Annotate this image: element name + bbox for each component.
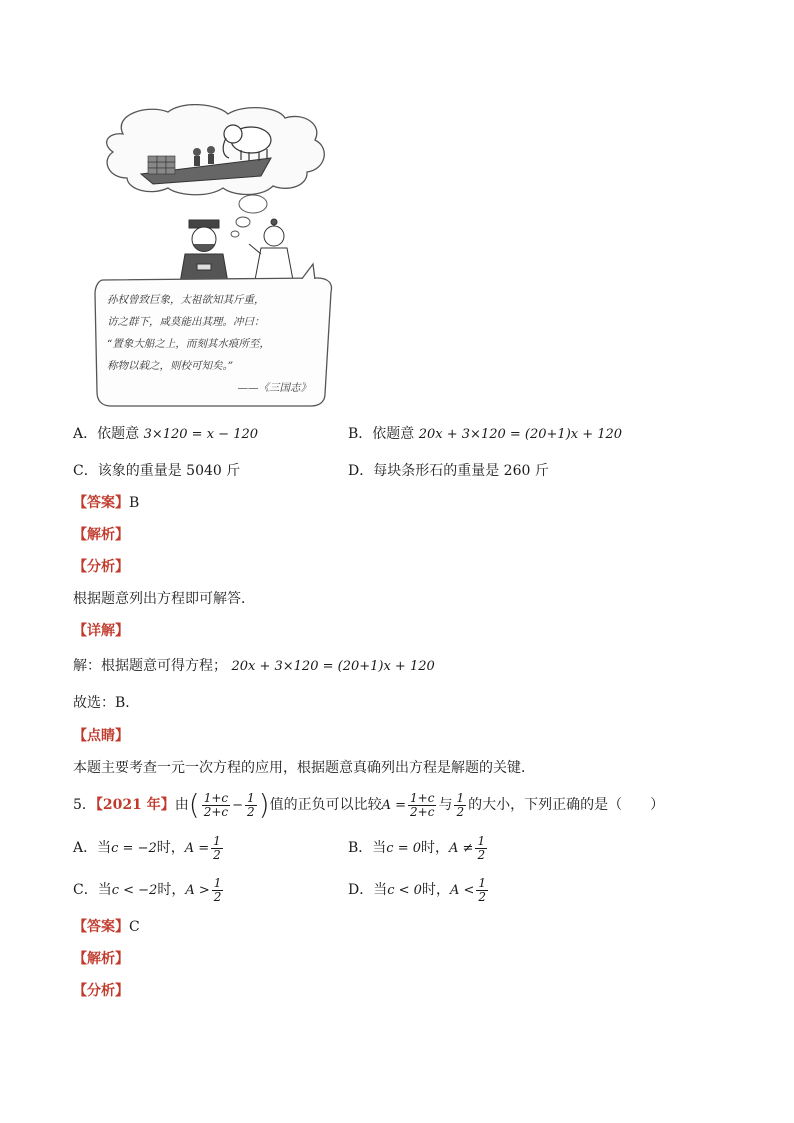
q5-fenxi-tag: 【分析】 [73, 983, 129, 999]
q4-analysis-tag: 【解析】 [73, 527, 129, 543]
q5-number: 5． [73, 797, 96, 813]
bubble-line: ——《三国志》 [237, 382, 311, 394]
q4-fenxi-tag: 【分析】 [73, 559, 129, 575]
q4-choice: 故选：B． [73, 695, 140, 711]
q4-detail-text: 解：根据题意可得方程； 20x + 3×120 = (20+1)x + 120 [73, 658, 435, 674]
q4-detail-tag: 【详解】 [73, 623, 129, 639]
q4-answer [73, 493, 139, 513]
q4-fenxi-text: 根据题意列出方程即可解答． [73, 591, 255, 607]
bubble-line: 访之群下，咸莫能出其理。冲曰： [107, 316, 265, 328]
q5-option-d: D．当c < 0时，A < $\frac{1}{2}$ [348, 875, 487, 904]
q5-answer [73, 917, 140, 937]
q5-year: 【2021 年】 [95, 797, 175, 813]
q4-option-a: A．依题意 3×120 = x − 120 [73, 426, 259, 442]
q5-option-c: C．当c < −2时，A > $\frac{1}{2}$ [73, 875, 222, 904]
q4-option-b: B．依题意 20x + 3×120 = (20+1)x + 120 [348, 426, 623, 442]
q5-fraction-2: $\frac{1}{2}$ [247, 790, 255, 819]
answer-tag: 【答案】 [73, 495, 129, 511]
bubble-line: 称物以载之，则校可知矣。” [107, 360, 234, 372]
q4-option-b-equation: 20x + 3×120 = (20+1)x + 120 [418, 427, 623, 442]
bubble-text [107, 289, 331, 399]
q5-analysis-tag: 【解析】 [73, 951, 129, 967]
q4-option-a-equation: 3×120 = x − 120 [143, 427, 259, 442]
q4-comment-text: 本题主要考查一元一次方程的应用，根据题意真确列出方程是解题的关键． [73, 760, 535, 776]
answer-value: C [129, 919, 140, 935]
q5-fraction-3: $\frac{1+c}{2+c}$ [410, 790, 435, 819]
q5-stem: 5．【2021 年】由( $\frac{1+c}{2+c}$ − $\frac{1}{2}$ )值的正负可以比较A = $\frac{1+c}{2+c}$ 与 $\frac{1}{2}$ 的大小，下列正确的是（ ） [73, 788, 665, 821]
q4-comment-tag: 【点睛】 [73, 728, 129, 744]
q5-option-b: B．当c = 0时，A ≠ $\frac{1}{2}$ [348, 833, 486, 862]
answer-tag: 【答案】 [73, 919, 129, 935]
q4-option-d: D．每块条形石的重量是 260 斤 [348, 463, 549, 479]
bubble-line: “置象大船之上，而刻其水痕所至， [107, 338, 270, 350]
q5-fraction-4: $\frac{1}{2}$ [456, 790, 465, 819]
answer-value: B [129, 495, 140, 511]
bubble-line: 孙权曾致巨象，太祖欲知其斤重， [107, 294, 265, 306]
q4-detail-equation: 20x + 3×120 = (20+1)x + 120 [231, 659, 435, 674]
q4-option-c: C．该象的重量是 5040 斤 [73, 463, 241, 479]
q5-fraction-1: $\frac{1+c}{2+c}$ [203, 790, 229, 819]
q5-option-a: A．当c = −2时，A = $\frac{1}{2}$ [73, 833, 221, 862]
